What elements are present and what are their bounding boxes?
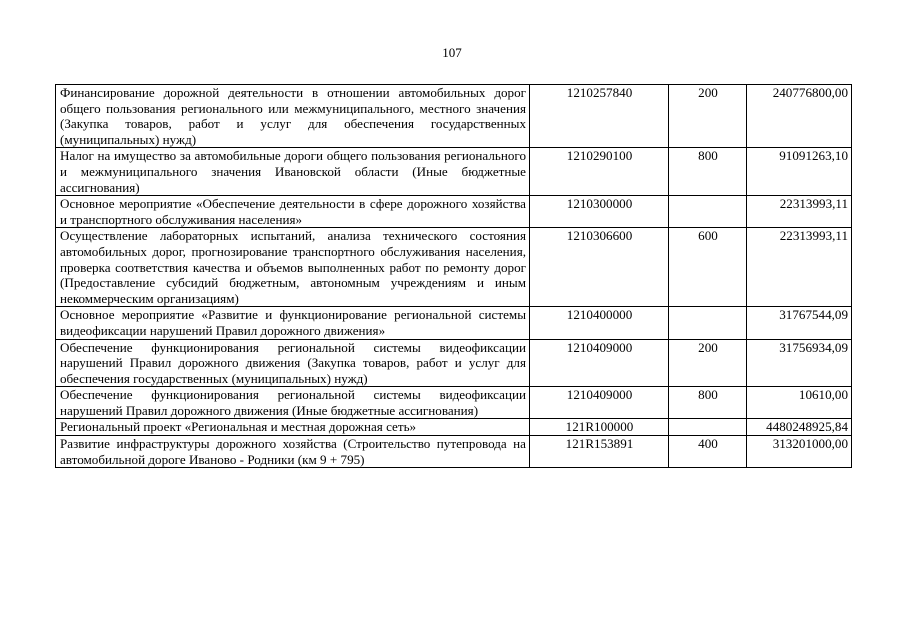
- row-sum: 22313993,11: [747, 196, 852, 228]
- row-code: 1210290100: [530, 148, 669, 196]
- row-code: 1210257840: [530, 85, 669, 148]
- row-type: 600: [669, 228, 747, 307]
- row-sum: 31767544,09: [747, 307, 852, 339]
- row-sum: 240776800,00: [747, 85, 852, 148]
- row-code: 1210409000: [530, 339, 669, 387]
- row-code: 1210300000: [530, 196, 669, 228]
- table-row: [56, 339, 852, 387]
- row-type: 200: [669, 339, 747, 387]
- row-sum: 10610,00: [747, 387, 852, 419]
- row-name: Развитие инфраструктуры дорожного хозяйства (Строительство путепровода на автомобильной дороге Иваново - Родники (км 9 + 795): [56, 436, 530, 468]
- budget-table: [55, 84, 852, 468]
- table-row: [56, 436, 852, 468]
- row-name: Обеспечение функционирования региональной системы видеофиксации нарушений Правил дорожного движения (Иные бюджетные ассигнования): [56, 387, 530, 419]
- row-type: [669, 419, 747, 436]
- table-row: [56, 196, 852, 228]
- row-type: 800: [669, 148, 747, 196]
- row-type: 800: [669, 387, 747, 419]
- row-name: Налог на имущество за автомобильные дороги общего пользования регионального и межмуниципального значения Ивановской области (Иные бюджетные ассигнования): [56, 148, 530, 196]
- page-number: 107: [442, 45, 462, 60]
- table-row: [56, 228, 852, 307]
- row-type: 200: [669, 85, 747, 148]
- row-name: Обеспечение функционирования региональной системы видеофиксации нарушений Правил дорожного движения (Закупка товаров, работ и услуг для обеспечения государственных (муниципальных) нужд): [56, 339, 530, 387]
- row-sum: 4480248925,84: [747, 419, 852, 436]
- row-name: Финансирование дорожной деятельности в отношении автомобильных дорог общего пользования регионального или межмуниципального, местного значения (Закупка товаров, работ и услуг для обеспечения государственных (муниципальных) нужд): [56, 85, 530, 148]
- row-code: 1210306600: [530, 228, 669, 307]
- row-name: Региональный проект «Региональная и местная дорожная сеть»: [56, 419, 530, 436]
- row-name: Осуществление лабораторных испытаний, анализа технического состояния автомобильных дорог, прогнозирование транспортного обслуживания населения, проверка соответствия качества и объемов выполненных работ по ремонту дорог (Предоставление субсидий бюджетным, автономным учреждениям и иным некоммерческим организациям): [56, 228, 530, 307]
- row-sum: 22313993,11: [747, 228, 852, 307]
- table-row: [56, 387, 852, 419]
- row-sum: 91091263,10: [747, 148, 852, 196]
- row-type: [669, 307, 747, 339]
- table-row: [56, 307, 852, 339]
- row-name: Основное мероприятие «Развитие и функционирование региональной системы видеофиксации нарушений Правил дорожного движения»: [56, 307, 530, 339]
- table-row: [56, 419, 852, 436]
- row-code: 1210400000: [530, 307, 669, 339]
- row-type: [669, 196, 747, 228]
- row-name: Основное мероприятие «Обеспечение деятельности в сфере дорожного хозяйства и транспортного обслуживания населения»: [56, 196, 530, 228]
- row-code: 121R100000: [530, 419, 669, 436]
- table-row: [56, 85, 852, 148]
- table-row: [56, 148, 852, 196]
- row-code: 121R153891: [530, 436, 669, 468]
- row-type: 400: [669, 436, 747, 468]
- row-code: 1210409000: [530, 387, 669, 419]
- row-sum: 31756934,09: [747, 339, 852, 387]
- row-sum: 313201000,00: [747, 436, 852, 468]
